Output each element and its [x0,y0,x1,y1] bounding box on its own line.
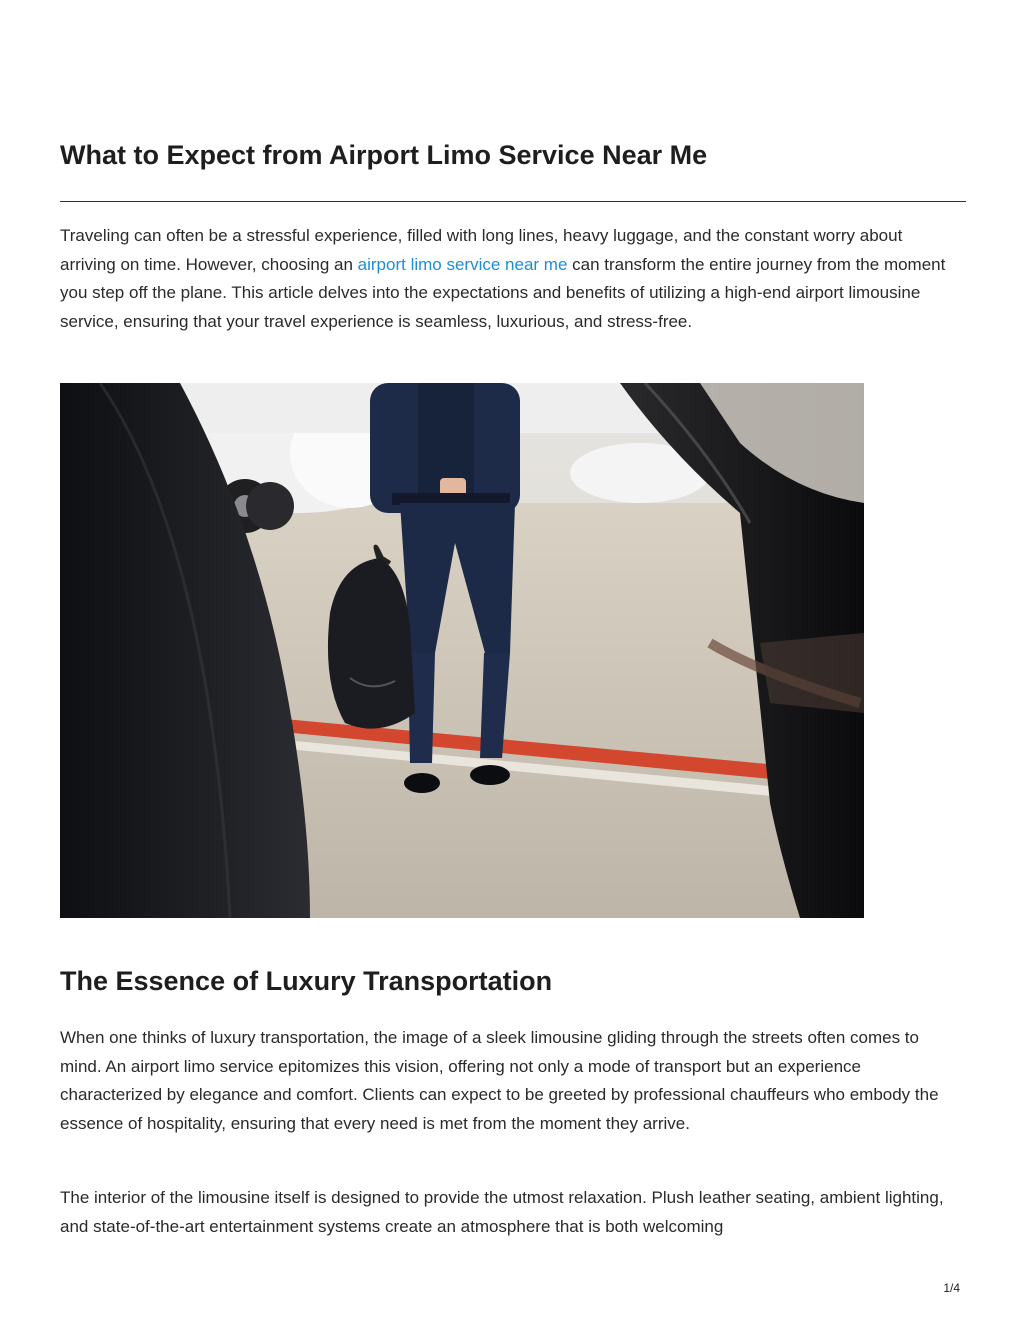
page-title: What to Expect from Airport Limo Service Near Me [60,140,708,170]
intro-text-after-link: can transform the entire journey from the moment you step off the plane. This article delves into the expectations and benefits of utilizing a high-end airport limousine service, ensuring that your travel experience is seamless, luxurious, and stress-free. [60,254,946,331]
intro-paragraph [60,222,950,336]
page-number: 1/4 [943,1281,960,1295]
intro-text-before-link: Traveling can often be a stressful experience, filled with long lines, heavy luggage, and the constant worry about arriving on time. However, choosing an [60,226,903,274]
body-paragraph: When one thinks of luxury transportation, the image of a sleek limousine gliding through the streets often comes to mind. An airport limo service epitomizes this vision, offering not only a mode of transport but an experience characterized by elegance and comfort. Clients can expect to be greeted by professional chauffeurs who embody the essence of hospitality, ensuring that every need is met from the moment they arrive. [60,1028,939,1133]
title-divider [60,201,966,202]
section-heading: The Essence of Luxury Transportation [60,966,553,996]
hero-image [60,383,864,918]
body-paragraph: The interior of the limousine itself is designed to provide the utmost relaxation. Plush leather seating, ambient lighting, and state-of-the-art entertainment systems create an atmosphere that is both welcoming [60,1188,944,1236]
airport-limo-link[interactable]: airport limo service near me [357,254,568,274]
